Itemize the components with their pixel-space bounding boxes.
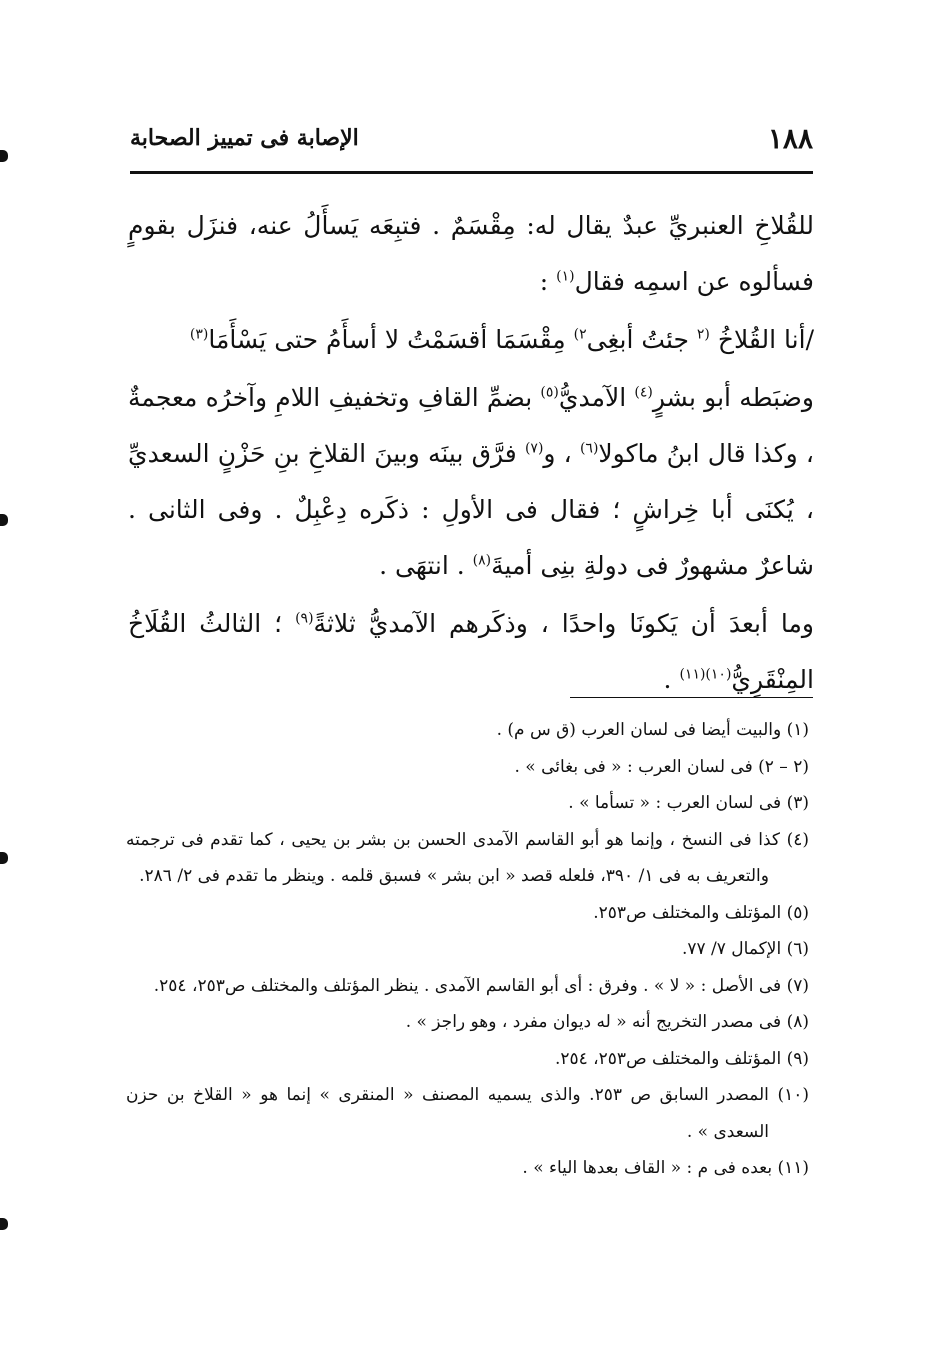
header-rule bbox=[130, 171, 813, 174]
running-title: الإصابة فى تمييز الصحابة bbox=[130, 125, 359, 151]
footnote-ref-1: (١) bbox=[556, 268, 575, 285]
footnote-6: (٦) الإكمال ٧/ ٧٧. bbox=[681, 939, 809, 959]
footnote-8: (٨) فى مصدر التخريج أنه « له ديوان مفرد ، وهو راجز » . bbox=[405, 1012, 809, 1032]
footnote-ref-2-close: ٢) bbox=[573, 326, 587, 343]
footnote-2: (٢ – ٢) فى لسان العرب : « فى بغائى » . bbox=[514, 756, 809, 777]
binding-hole-mark bbox=[0, 1218, 8, 1230]
footnote-4: (٤) كذا فى النسخ ، وإنما هو أبو القاسم الآمدى الحسن بن بشر بن يحيى ، كما تقدم فى ترجمته والتعريف به فى ١/ ٣٩٠، فلعله قصد « ابن بشر » فسبق قلمه . وينظر ما تقدم فى ٢/ ٢٨٦. bbox=[126, 829, 809, 886]
main-text bbox=[128, 198, 814, 708]
footnote-ref-9: (٩) bbox=[295, 610, 314, 627]
footnote-9: (٩) المؤتلف والمختلف ص٢٥٣، ٢٥٤. bbox=[554, 1048, 809, 1069]
paragraph-3: وضبَطه أبو بشرٍ$^{(٤)}$ الآمديُّ$^{(٥)}$ بضمِّ القافِ وتخفيفِ اللامِ وآخرُه معجمةٌ ، وكذا قال ابنُ ماكولا$^{(٦)}$ ، و$^{(٧)}$ فرَّق بينَه وبينَ القلاخِ بنِ حَزْنٍ السعديِّ ، يُكنَى أبا خِراشٍ ؛ فقال فى الأولِ : ذكَره دِعْبِلٌ . وفى الثانى . شاعرٌ مشهورٌ فى دولةِ بنِى أميةَ$^{(٨)}$ . انتهَى . bbox=[128, 383, 814, 580]
footnote-separator bbox=[570, 697, 813, 698]
footnote-ref-6: (٦) bbox=[579, 440, 599, 457]
binding-hole-mark bbox=[0, 150, 8, 162]
paragraph-4: وما أبعدَ أن يَكونَا واحدًا ، وذكَرهم الآمديُّ ثلاثةً$^{(٩)}$ ؛ الثالثُ القُلَاخُ المِنْقَرِيُّ$^{(١٠)(١١)}$ . bbox=[128, 609, 815, 694]
footnote-ref-2-open: (٢ bbox=[696, 326, 710, 343]
footnote-10: (١٠) المصدر السابق ص ٢٥٣. والذى يسميه المصنف « المنقرى » إنما هو « القلاخ بن حزن السعدى » . bbox=[126, 1085, 809, 1142]
footnote-11: (١١) بعده فى م : « القاف بعدها الياء » . bbox=[522, 1158, 809, 1178]
footnote-ref-3: (٣) bbox=[189, 326, 209, 343]
footnotes bbox=[126, 712, 809, 1187]
page-header bbox=[130, 118, 813, 158]
footnote-ref-4: (٤) bbox=[634, 384, 653, 401]
footnote-7: (٧) فى الأصل : « لا » . وفرق : أى أبو القاسم الآمدى . ينظر المؤتلف والمختلف ص٢٥٣، ٢٥٤. bbox=[153, 975, 809, 996]
page-number: ١٨٨ bbox=[767, 121, 813, 155]
footnote-ref-8: (٨) bbox=[472, 552, 492, 569]
footnote-5: (٥) المؤتلف والمختلف ص٢٥٣. bbox=[593, 902, 809, 923]
binding-hole-mark bbox=[0, 852, 8, 864]
footnote-ref-10-11: (١٠)(١١) bbox=[679, 666, 732, 683]
binding-hole-mark bbox=[0, 514, 8, 526]
footnote-1: (١) والبيت أيضا فى لسان العرب (ق س م) . bbox=[496, 720, 809, 740]
footnote-ref-7: (٧) bbox=[524, 440, 544, 457]
verse-line: /أنا القُلاخُ $^{(٢}$ جئتُ أبغِى$^{٢)}$ مِقْسَمَا أقسَمْتُ لا أسأَمُ حتى يَسْأَمَا$^{(٣)}$ bbox=[189, 325, 814, 354]
footnote-ref-5: (٥) bbox=[540, 384, 559, 401]
paragraph-1: للقُلاخِ العنبريِّ عبدٌ يقال له: مِقْسَمٌ . فتبِعَه يَسأَلُ عنه، فنزَل بقومٍ فسألوه عن اسمِه فقال$^{(١)}$ : bbox=[128, 211, 814, 296]
footnote-3: (٣) فى لسان العرب : « تسأما » . bbox=[568, 793, 809, 813]
